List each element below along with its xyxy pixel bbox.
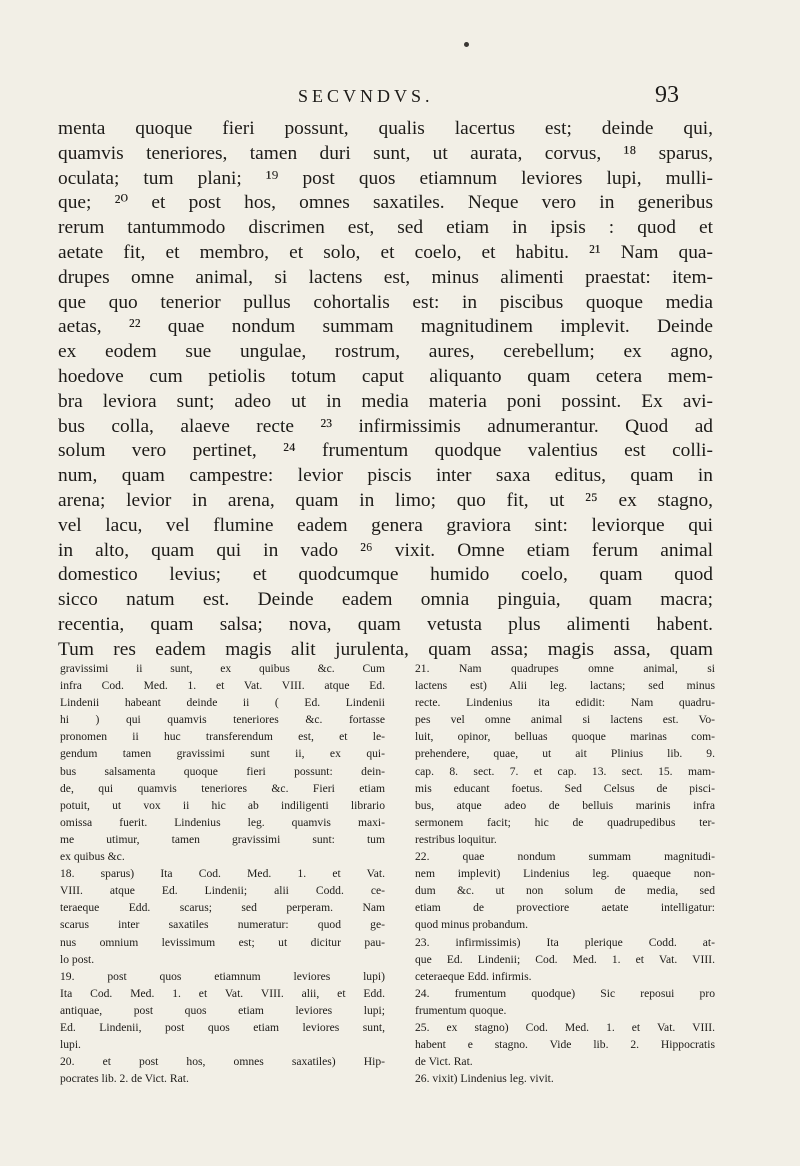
- main-text-line: recentia, quam salsa; nova, quam vetusta plus alimenti habent.: [58, 613, 713, 635]
- footnote-line: ceteraeque Edd. infirmis.: [415, 969, 532, 983]
- footnote-line: antiquae, post quos etiam leviores lupi;: [60, 1003, 385, 1017]
- main-text-line: que; ²⁰ et post hos, omnes saxatiles. Neque vero in generibus: [58, 192, 713, 214]
- main-text-line: bra leviora sunt; adeo ut in media materia poni possint. Ex avi-: [58, 390, 713, 412]
- footnote-line: 18. sparus) Ita Cod. Med. 1. et Vat.: [60, 867, 385, 881]
- footnote-line: nus omnium levissimum est; ut dicitur pau-: [60, 935, 385, 949]
- footnote-line: Ed. Lindenii, post quos etiam leviores sunt,: [60, 1020, 385, 1034]
- footnote-line: Lindenii habeant deinde ii ( Ed. Lindenii: [60, 696, 385, 710]
- footnote-line: pes vel omne animal si lactens est. Vo-: [415, 713, 715, 727]
- main-text-block: [58, 117, 713, 663]
- footnote-line: que Ed. Lindenii; Cod. Med. 1. et Vat. VIII.: [415, 952, 715, 966]
- main-text-line: solum vero pertinet, ²⁴ frumentum quodque valentius est colli-: [58, 440, 713, 462]
- footnote-line: 22. quae nondum summam magnitudi-: [415, 850, 715, 864]
- footnote-line: 21. Nam quadrupes omne animal, si: [415, 662, 715, 675]
- footnotes-left-column: [60, 660, 385, 1087]
- footnotes-right-column: [415, 660, 715, 1087]
- footnote-line: restribus loquitur.: [415, 832, 497, 846]
- footnote-line: 24. frumentum quodque) Sic reposui pro: [415, 986, 715, 1000]
- page-header: [0, 82, 800, 116]
- footnote-line: dum &c. ut non solum de media, sed: [415, 884, 715, 898]
- footnote-line: gendum tamen gravissimi sunt ii, ex qui-: [60, 747, 385, 761]
- footnote-line: mis educant foetus. Sed Celsus de pisci-: [415, 781, 715, 795]
- main-text-line: domestico levius; et quodcumque humido coelo, quam quod: [58, 564, 713, 586]
- footnote-line: omissa fuerit. Lindenius leg. quamvis maxi-: [60, 815, 385, 829]
- footnote-line: scarus inter saxatiles numeratur: quod ge-: [60, 918, 385, 932]
- footnote-line: nem implevit) Lindenius leg. quaeque non-: [415, 867, 715, 881]
- main-text-line: ex eodem sue ungulae, rostrum, aures, cerebellum; ex agno,: [58, 341, 713, 363]
- main-text-line: num, quam campestre: levior piscis inter saxa editus, quam in: [58, 465, 713, 487]
- footnote-line: lo post.: [60, 952, 95, 966]
- footnote-line: hi ) qui quamvis teneriores &c. fortasse: [60, 713, 385, 727]
- main-text-line: oculata; tum plani; ¹⁹ post quos etiamnum leviores lupi, mulli-: [58, 167, 713, 189]
- footnote-line: bus salsamenta quoque fieri possunt: dein-: [60, 764, 385, 778]
- footnote-line: 20. et post hos, omnes saxatiles) Hip-: [60, 1055, 385, 1069]
- main-text-line: Tum res eadem magis alit jurulenta, quam assa; magis assa, quam: [58, 638, 713, 660]
- main-text-line: aetate fit, et membro, et solo, et coelo, et habitu. ²¹ Nam qua-: [58, 241, 713, 263]
- footnote-line: prehendere, quae, ut ait Plinius lib. 9.: [415, 747, 715, 761]
- footnote-line: 25. ex stagno) Cod. Med. 1. et Vat. VIII.: [415, 1020, 715, 1034]
- footnote-line: de Vict. Rat.: [415, 1055, 473, 1069]
- main-text-line: arena; levior in arena, quam in limo; quo fit, ut ²⁵ ex stagno,: [58, 489, 713, 511]
- footnote-line: Ita Cod. Med. 1. et Vat. VIII. alii, et Edd.: [60, 986, 385, 1000]
- main-text-line: vel lacu, vel flumine eadem genera graviora sint: leviorque qui: [58, 514, 713, 536]
- footnote-line: me utimur, tamen gravissimi sunt: tum: [60, 832, 385, 846]
- main-text-line: menta quoque fieri possunt, qualis lacertus est; deinde qui,: [58, 118, 713, 139]
- footnote-line: sermonem facit; hic de quadrupedibus ter-: [415, 815, 715, 829]
- footnote-line: pocrates lib. 2. de Vict. Rat.: [60, 1072, 189, 1086]
- printer-mark: [464, 42, 469, 47]
- footnote-line: quod minus probandum.: [415, 918, 529, 932]
- footnote-line: de, qui quamvis teneriores &c. Fieri etiam: [60, 781, 385, 795]
- footnote-line: pronomen ii huc transferendum est, et le-: [60, 730, 385, 744]
- footnote-line: 19. post quos etiamnum leviores lupi): [60, 969, 385, 983]
- main-text-line: in alto, quam qui in vado ²⁶ vixit. Omne etiam ferum animal: [58, 539, 713, 561]
- footnote-line: lactens est) Alii leg. lactans; sed minus: [415, 679, 715, 693]
- page-number: 93: [655, 82, 679, 108]
- main-text-line: bus colla, alaeve recte ²³ infirmissimis adnumerantur. Quod ad: [58, 415, 713, 437]
- footnote-line: recte. Lindenius ita edidit: Nam quadru-: [415, 696, 715, 710]
- main-text-line: rerum tantummodo discrimen est, sed etiam in ipsis : quod et: [58, 217, 713, 239]
- main-text-line: que quo tenerior pullus cohortalis est: in piscibus quoque media: [58, 291, 713, 313]
- main-text-line: hoedove cum petiolis totum caput aliquanto quam cetera mem-: [58, 365, 713, 387]
- footnote-line: frumentum quoque.: [415, 1003, 507, 1017]
- main-text-line: drupes omne animal, si lactens est, minus alimenti praestat: item-: [58, 266, 713, 288]
- main-text-line: aetas, ²² quae nondum summam magnitudinem implevit. Deinde: [58, 316, 713, 338]
- footnote-line: bus, atque adeo de belluis marinis infra: [415, 798, 715, 812]
- footnote-line: VIII. atque Ed. Lindenii; alii Codd. ce-: [60, 884, 385, 898]
- main-text-line: sicco natum est. Deinde eadem omnia pinguia, quam macra;: [58, 589, 713, 611]
- footnote-line: habent e stagno. Vide lib. 2. Hippocratis: [415, 1038, 715, 1052]
- footnote-line: infra Cod. Med. 1. et Vat. VIII. atque Ed.: [60, 679, 385, 693]
- footnote-line: etiam de provectiore aetate intelligatur:: [415, 901, 715, 915]
- footnote-line: cap. 8. sect. 7. et cap. 13. sect. 15. mam-: [415, 764, 715, 778]
- footnote-line: potuit, ut vox ii hic ab indiligenti librario: [60, 798, 385, 812]
- main-text-line: quamvis teneriores, tamen duri sunt, ut aurata, corvus, ¹⁸ sparus,: [58, 142, 713, 164]
- footnote-line: 26. vixit) Lindenius leg. vivit.: [415, 1072, 554, 1086]
- footnote-line: 23. infirmissimis) Ita plerique Codd. at-: [415, 935, 715, 949]
- footnote-line: ex quibus &c.: [60, 850, 125, 864]
- footnote-line: teraeque Edd. scarus; sed perperam. Nam: [60, 901, 385, 915]
- footnote-line: luit, opinor, belluas quoque marinas com-: [415, 730, 715, 744]
- running-head: SECVNDVS.: [298, 86, 434, 106]
- footnote-line: lupi.: [60, 1038, 81, 1052]
- footnote-line: gravissimi ii sunt, ex quibus &c. Cum: [60, 662, 385, 675]
